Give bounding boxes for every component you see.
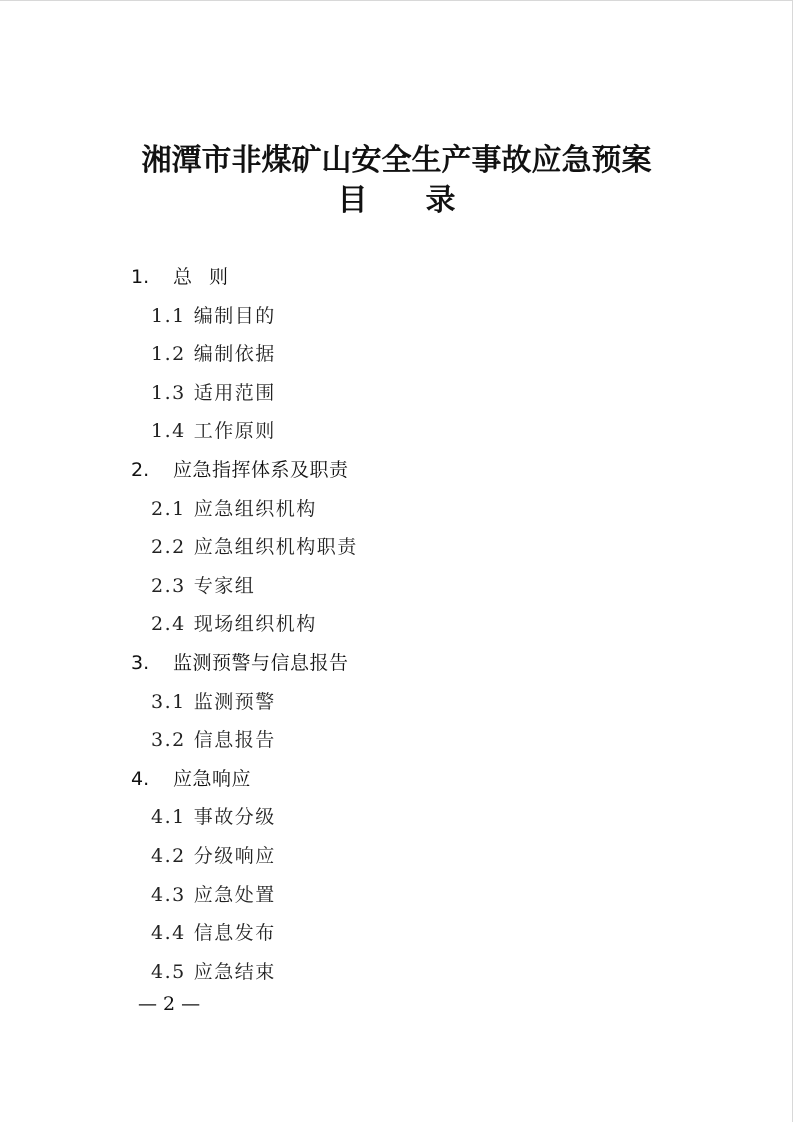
toc-entry-label: 应急响应 bbox=[173, 767, 252, 790]
toc-entry-label: 应急处置 bbox=[193, 883, 276, 906]
toc-entry-label: 应急结束 bbox=[193, 960, 276, 983]
toc-section-entry[interactable] bbox=[151, 412, 276, 450]
toc-entry-label: 适用范围 bbox=[193, 381, 276, 404]
toc-heading: 目录 bbox=[337, 183, 514, 218]
toc-entry-number: 2.4 bbox=[151, 613, 186, 636]
toc-entry-number: 4.4 bbox=[151, 922, 186, 945]
toc-section-entry[interactable] bbox=[151, 567, 255, 605]
page-number: — 2 — bbox=[138, 993, 201, 1015]
toc-entry-label: 监测预警 bbox=[193, 690, 276, 713]
toc-entry-number: 4.3 bbox=[151, 883, 186, 906]
toc-chapter-entry[interactable] bbox=[131, 644, 349, 682]
toc-entry-number: 3.2 bbox=[151, 729, 186, 752]
toc-section-entry[interactable] bbox=[151, 374, 276, 412]
toc-entry-number: 2. bbox=[131, 459, 150, 481]
toc-entry-label: 信息报告 bbox=[193, 729, 276, 752]
toc-entry-number: 4. bbox=[131, 767, 150, 790]
toc-entry-number: 3. bbox=[131, 652, 150, 674]
toc-entry-label: 专家组 bbox=[193, 574, 256, 597]
toc-entry-label: 信息发布 bbox=[193, 922, 276, 945]
toc-entry-number: 2.1 bbox=[151, 497, 186, 520]
toc-entry-label: 分级响应 bbox=[193, 845, 276, 867]
toc-entry-label: 总则 bbox=[173, 266, 246, 288]
toc-entry-number: 4.5 bbox=[151, 960, 186, 983]
page-edge-top bbox=[0, 0, 793, 1]
toc-entry-label: 工作原则 bbox=[193, 420, 276, 443]
toc-entry-label: 编制依据 bbox=[193, 343, 276, 366]
toc-section-entry[interactable] bbox=[151, 297, 276, 335]
toc-chapter-entry[interactable] bbox=[131, 451, 349, 489]
toc-section-entry[interactable] bbox=[151, 528, 358, 566]
toc-entry-label: 编制目的 bbox=[193, 304, 276, 327]
toc-entry-label: 现场组织机构 bbox=[193, 613, 317, 636]
toc-entry-label: 监测预警与信息报告 bbox=[173, 652, 349, 674]
toc-section-entry[interactable] bbox=[151, 837, 276, 875]
toc-entry-number: 1.1 bbox=[151, 304, 186, 327]
toc-entry-number: 3.1 bbox=[151, 690, 186, 713]
document-title: 湘潭市非煤矿山安全生产事故应急预案 bbox=[141, 143, 652, 178]
toc-entry-number: 1.3 bbox=[151, 381, 186, 404]
toc-section-entry[interactable] bbox=[151, 335, 276, 373]
toc-entry-number: 1.4 bbox=[151, 420, 186, 443]
toc-section-entry[interactable] bbox=[151, 605, 317, 643]
toc-entry-label: 应急指挥体系及职责 bbox=[173, 459, 349, 481]
toc-section-entry[interactable] bbox=[151, 490, 317, 528]
toc-entry-label: 应急组织机构 bbox=[193, 497, 317, 520]
toc-section-entry[interactable] bbox=[151, 876, 276, 914]
toc-entry-number: 2.3 bbox=[151, 574, 186, 597]
toc-section-entry[interactable] bbox=[151, 798, 276, 836]
toc-entry-label: 事故分级 bbox=[193, 806, 276, 829]
toc-section-entry[interactable] bbox=[151, 683, 276, 721]
toc-entry-number: 1.2 bbox=[151, 343, 186, 366]
toc-chapter-entry[interactable] bbox=[131, 258, 245, 296]
toc-section-entry[interactable] bbox=[151, 914, 276, 952]
toc-entry-label: 应急组织机构职责 bbox=[193, 536, 358, 559]
toc-entry-number: 4.2 bbox=[151, 845, 186, 867]
toc-section-entry[interactable] bbox=[151, 953, 276, 991]
toc-chapter-entry[interactable] bbox=[131, 760, 251, 798]
toc-entry-number: 1. bbox=[131, 266, 150, 288]
toc-entry-number: 2.2 bbox=[151, 536, 186, 559]
toc-section-entry[interactable] bbox=[151, 721, 276, 759]
toc-entry-number: 4.1 bbox=[151, 806, 186, 829]
